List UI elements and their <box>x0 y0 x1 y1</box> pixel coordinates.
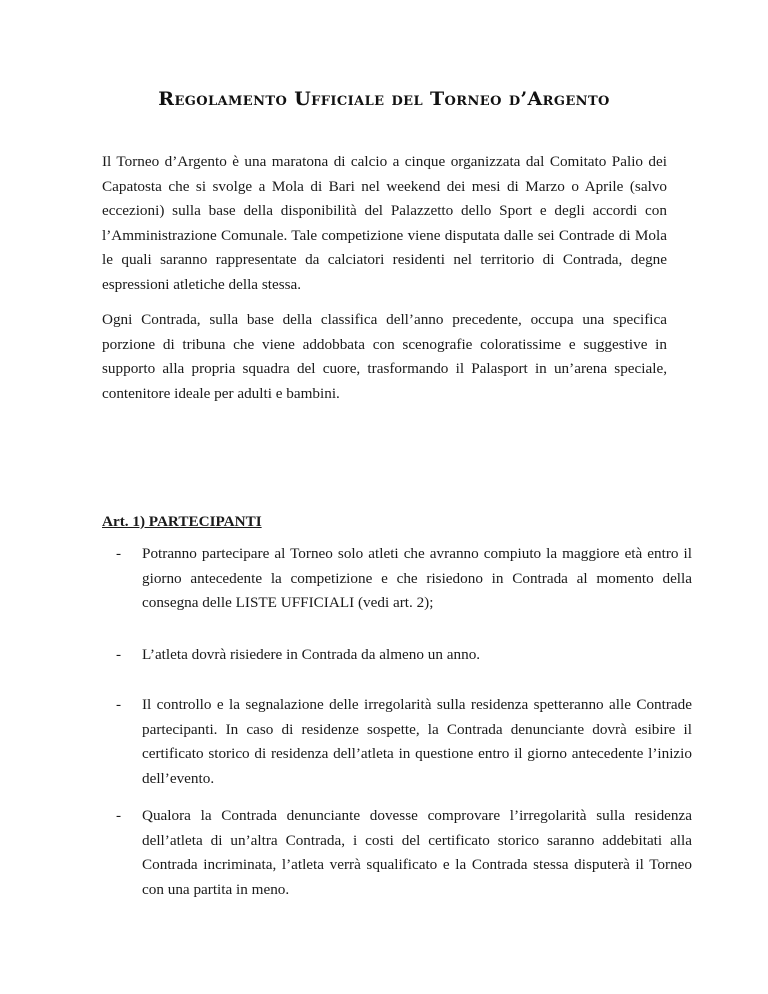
list-bullet: - <box>116 807 122 824</box>
list-bullet: - <box>116 696 122 713</box>
intro-paragraph: Il Torneo d’Argento è una maratona di calcio a cinque organizzata dal Comitato Palio dei Capatosta che si svolge a Mola di Bari nel weekend dei mesi di Marzo o Aprile (salvo eccezioni) sulla base della disponibilità del Palazzetto dello Sport e degli accordi con l’Amministrazione Comunale. Tale competizione viene disputata dalle sei Contrade di Mola le quali saranno rappresentate da calciatori residenti nel territorio di Contrada, degne espressioni atletiche della stessa. <box>102 153 667 293</box>
page-title: Regolamento Ufficiale del Torneo d’Argento <box>158 88 610 110</box>
list-bullet: - <box>116 646 122 663</box>
article-heading: Art. 1) PARTECIPANTI <box>102 513 262 530</box>
list-item-text: Qualora la Contrada denunciante dovesse comprovare l’irregolarità sulla residenza dell’atleta di un’altra Contrada, i costi del certificato storico saranno addebitati alla Contrada incriminata, l’atleta verrà squalificato e la Contrada stessa disputerà il Torneo con una partita in meno. <box>142 807 692 898</box>
list-item-text: Il controllo e la segnalazione delle irregolarità sulla residenza spetteranno alle Contrade partecipanti. In caso di residenze sospette, la Contrada denunciante dovrà esibire il certificato storico di residenza dell’atleta in questione entro il giorno antecedente l’inizio dell’evento. <box>142 696 692 787</box>
list-item-text: Potranno partecipare al Torneo solo atleti che avranno compiuto la maggiore età entro il giorno antecedente la competizione e che risiedono in Contrada al momento della consegna delle LISTE UFFICIALI (vedi art. 2); <box>142 545 692 611</box>
list-item-text: L’atleta dovrà risiedere in Contrada da almeno un anno. <box>142 646 481 663</box>
list-bullet: - <box>116 545 122 562</box>
intro-paragraph: Ogni Contrada, sulla base della classifica dell’anno precedente, occupa una specifica porzione di tribuna che viene addobbata con scenografie coloratissime e suggestive in supporto alla propria squadra del cuore, trasformando il Palasport in un’arena speciale, contenitore ideale per adulti e bambini. <box>102 311 667 402</box>
